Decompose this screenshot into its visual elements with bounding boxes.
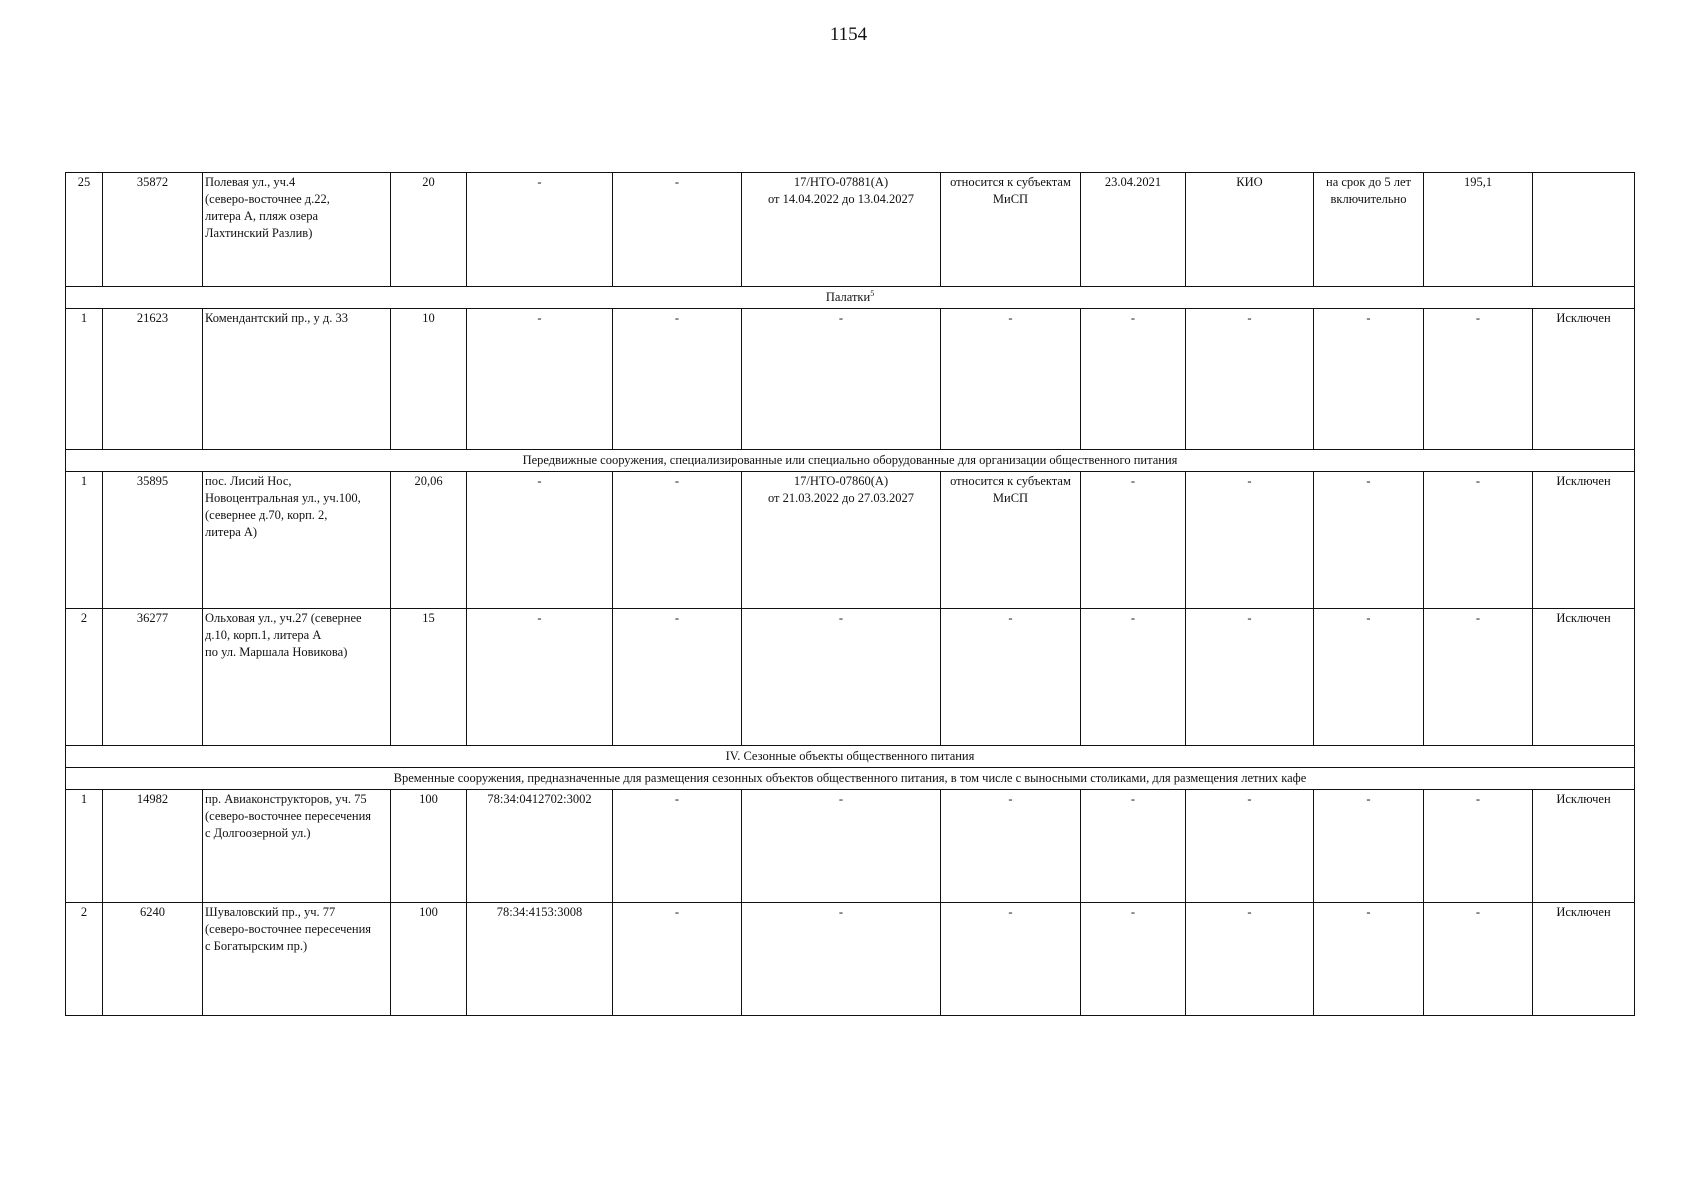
section-header [66,746,1635,768]
placement-term: - [1314,472,1424,609]
column-6: - [613,903,742,1016]
section-title: IV. Сезонные объекты общественного питания [66,746,1635,768]
cadastral-number: - [467,609,613,746]
contract-info: - [742,609,941,746]
contract-info: - [742,790,941,903]
object-area: 20 [391,173,467,287]
placement-term: - [1314,790,1424,903]
table-row [66,173,1635,287]
footnote-marker: 5 [870,288,875,298]
msp-status: относится к субъектам МиСП [941,472,1081,609]
msp-status: относится к субъектам МиСП [941,173,1081,287]
decision-date: - [1081,472,1186,609]
agency: КИО [1186,173,1314,287]
status [1533,173,1635,287]
placement-term: на срок до 5 лет включительно [1314,173,1424,287]
table-row [66,903,1635,1016]
agency: - [1186,790,1314,903]
object-area: 20,06 [391,472,467,609]
cadastral-number: 78:34:0412702:3002 [467,790,613,903]
table-row [66,472,1635,609]
section-title: Передвижные сооружения, специализированные или специально оборудованные для организации общественного питания [66,450,1635,472]
msp-status: - [941,790,1081,903]
decision-date: - [1081,309,1186,450]
object-id: 35872 [103,173,203,287]
object-address: Шуваловский пр., уч. 77 (северо-восточнее пересечения с Богатырским пр.) [203,903,391,1016]
table-row [66,309,1635,450]
decision-date: - [1081,609,1186,746]
object-id: 35895 [103,472,203,609]
object-area: 100 [391,790,467,903]
column-6: - [613,609,742,746]
status: Исключен [1533,609,1635,746]
row-number: 1 [66,309,103,450]
placement-term: - [1314,309,1424,450]
msp-status: - [941,609,1081,746]
value: - [1424,609,1533,746]
object-area: 100 [391,903,467,1016]
cadastral-number: 78:34:4153:3008 [467,903,613,1016]
row-number: 1 [66,790,103,903]
cadastral-number: - [467,173,613,287]
object-address: Полевая ул., уч.4 (северо-восточнее д.22, литера А, пляж озера Лахтинский Разлив) [203,173,391,287]
object-address: пос. Лисий Нос, Новоцентральная ул., уч.100, (севернее д.70, корп. 2, литера А) [203,472,391,609]
cadastral-number: - [467,309,613,450]
row-number: 1 [66,472,103,609]
decision-date: - [1081,903,1186,1016]
status: Исключен [1533,903,1635,1016]
decision-date: 23.04.2021 [1081,173,1186,287]
table-row [66,790,1635,903]
agency: - [1186,609,1314,746]
row-number: 2 [66,903,103,1016]
msp-status: - [941,903,1081,1016]
contract-info: - [742,309,941,450]
value: 195,1 [1424,173,1533,287]
placement-term: - [1314,609,1424,746]
object-area: 10 [391,309,467,450]
agency: - [1186,309,1314,450]
object-id: 14982 [103,790,203,903]
registry-table [65,172,1635,1016]
column-6: - [613,790,742,903]
value: - [1424,472,1533,609]
object-id: 36277 [103,609,203,746]
object-id: 6240 [103,903,203,1016]
value: - [1424,903,1533,1016]
cadastral-number: - [467,472,613,609]
status: Исключен [1533,472,1635,609]
column-6: - [613,309,742,450]
value: - [1424,309,1533,450]
section-header [66,287,1635,309]
column-6: - [613,472,742,609]
agency: - [1186,903,1314,1016]
object-address: Ольховая ул., уч.27 (севернее д.10, корп.1, литера А по ул. Маршала Новикова) [203,609,391,746]
contract-info: - [742,903,941,1016]
object-id: 21623 [103,309,203,450]
section-title: Палатки$^5$ [66,287,1635,309]
decision-date: - [1081,790,1186,903]
object-address: пр. Авиаконструкторов, уч. 75 (северо-восточнее пересечения с Долгоозерной ул.) [203,790,391,903]
page-number: 1154 [829,24,868,45]
status: Исключен [1533,790,1635,903]
contract-info: 17/НТО-07860(А) от 21.03.2022 до 27.03.2027 [742,472,941,609]
column-6: - [613,173,742,287]
status: Исключен [1533,309,1635,450]
object-area: 15 [391,609,467,746]
section-header [66,450,1635,472]
msp-status: - [941,309,1081,450]
agency: - [1186,472,1314,609]
object-address: Комендантский пр., у д. 33 [203,309,391,450]
section-header [66,768,1635,790]
row-number: 2 [66,609,103,746]
contract-info: 17/НТО-07881(А) от 14.04.2022 до 13.04.2027 [742,173,941,287]
placement-term: - [1314,903,1424,1016]
row-number: 25 [66,173,103,287]
section-title: Временные сооружения, предназначенные для размещения сезонных объектов общественного питания, в том числе с выносными столиками, для размещения летних кафе [66,768,1635,790]
table-row [66,609,1635,746]
value: - [1424,790,1533,903]
